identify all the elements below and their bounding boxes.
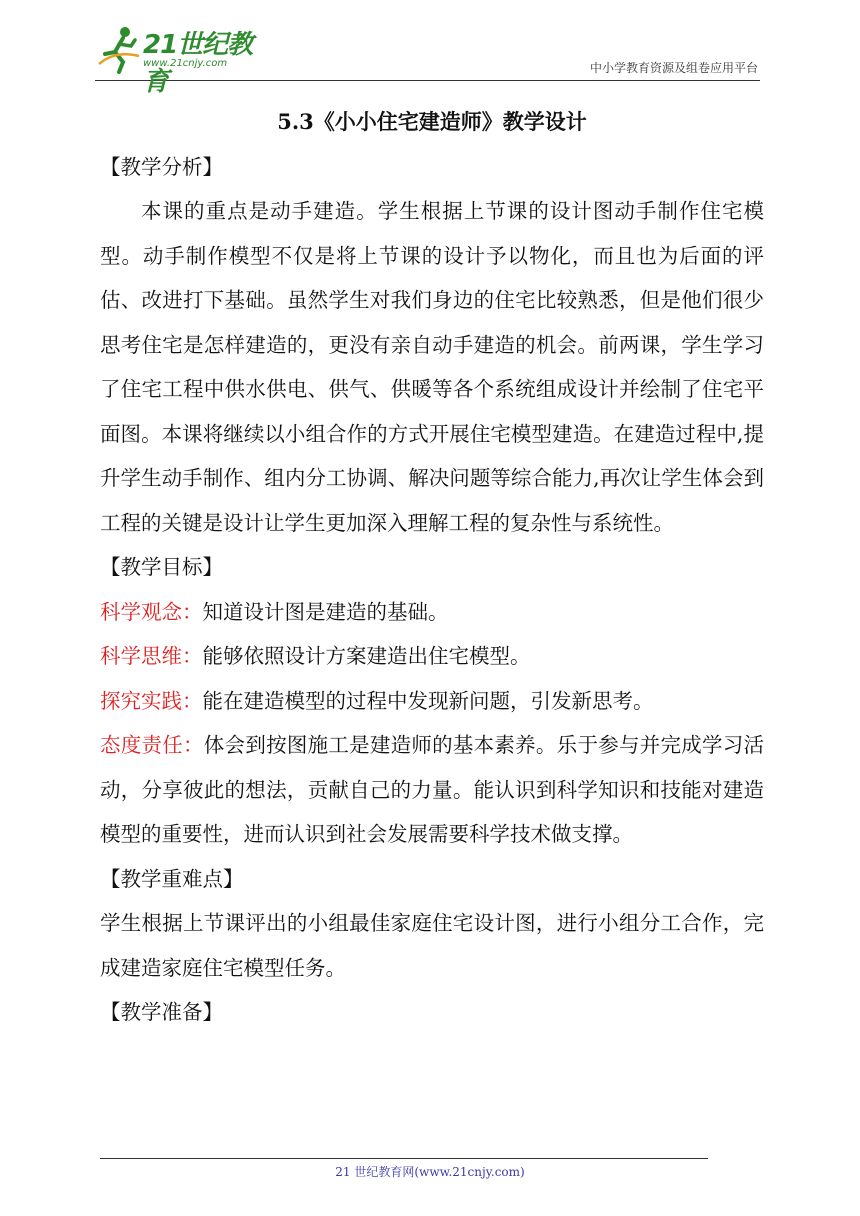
goal-label: 科学观念： <box>100 599 203 624</box>
goal-text: 知道设计图是建造的基础。 <box>202 599 449 624</box>
goal-text: 能在建造模型的过程中发现新问题，引发新思考。 <box>202 688 654 713</box>
logo-text: 21世纪教育 <box>143 30 253 97</box>
analysis-heading: 【教学分析】 <box>100 154 223 179</box>
runner-logo-icon <box>95 20 143 76</box>
goal-item <box>100 590 764 635</box>
preparation-heading: 【教学准备】 <box>100 1000 223 1024</box>
goal-item <box>100 723 764 857</box>
goals-heading: 【教学目标】 <box>100 555 223 579</box>
page-header <box>95 18 760 97</box>
key-points-heading: 【教学重难点】 <box>100 866 244 891</box>
goal-item <box>100 679 764 724</box>
site-logo[interactable] <box>95 20 270 97</box>
footer-divider <box>100 1158 708 1159</box>
document-title: 5.3《小小住宅建造师》教学设计 <box>277 109 587 134</box>
goal-label: 科学思维： <box>100 644 203 668</box>
goal-label: 探究实践： <box>100 688 203 713</box>
analysis-paragraph: 本课的重点是动手建造。学生根据上节课的设计图动手制作住宅模型。动手制作模型不仅是将上节课的设计予以物化，而且也为后面的评估、改进打下基础。虽然学生对我们身边的住宅比较熟悉，但是他们很少思考住宅是怎样建造的，更没有亲自动手建造的机会。前两课，学生学习了住宅工程中供水供电、供气、供暖等各个系统组成设计并绘制了住宅平面图。本课将继续以小组合作的方式开展住宅模型建造。在建造过程中,提升学生动手制作、组内分工协调、解决问题等综合能力,再次让学生体会到工程的关键是设计让学生更加深入理解工程的复杂性与系统性。 <box>100 199 764 535</box>
platform-name: 中小学教育资源及组卷应用平台 <box>589 61 758 75</box>
goal-item <box>100 634 764 679</box>
goal-text: 能够依照设计方案建造出住宅模型。 <box>202 644 531 668</box>
goal-label: 态度责任： <box>100 733 204 757</box>
document-body <box>100 100 764 1035</box>
key-points-paragraph: 学生根据上节课评出的小组最佳家庭住宅设计图，进行小组分工合作，完成建造家庭住宅模型任务。 <box>100 911 764 980</box>
goal-text: 体会到按图施工是建造师的基本素养。乐于参与并完成学习活动，分享彼此的想法，贡献自己的力量。能认识到科学知识和技能对建造模型的重要性，进而认识到社会发展需要科学技术做支撑。 <box>100 733 765 846</box>
page-footer[interactable]: 21 世纪教育网(www.21cnjy.com) <box>335 1165 525 1179</box>
logo-url: www.21cnjy.com <box>143 58 228 69</box>
